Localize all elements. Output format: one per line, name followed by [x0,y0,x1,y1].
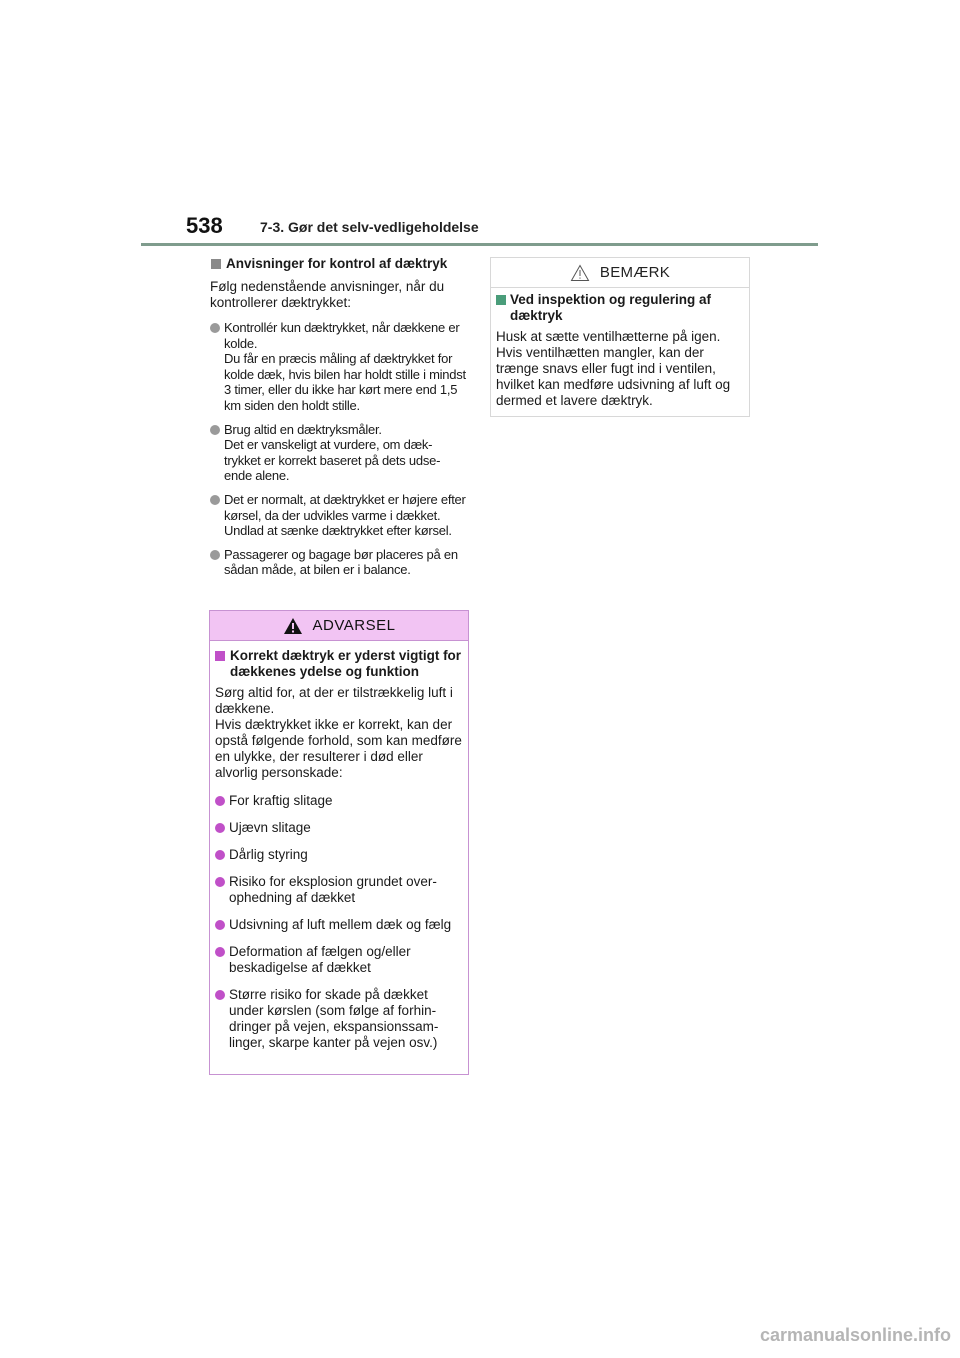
instructions-list [210,320,468,578]
page-number: 538 [186,213,223,238]
warning-intro: Sørg altid for, at der er tilstrækkelig luft i dækkene. Hvis dæktrykket ikke er korrekt, kan der opstå følgende forhold, som kan medføre en ulykke, der resulterer i død eller alvorlig personskade: [215,685,462,780]
square-bullet-icon [215,651,225,661]
list-item-text: For kraftig slitage [229,793,333,808]
list-item [215,793,463,809]
list-item-text: Dårlig styring [229,847,308,862]
list-item-text: Risiko for eksplosion grundet over-ophedning af dækket [229,874,437,905]
note-heading-text: Ved inspektion og regulering af dæktryk [510,292,712,323]
list-item [215,987,463,1051]
list-item [210,492,468,539]
tire-pressure-instructions [210,256,468,586]
list-item [215,917,463,933]
circle-bullet-icon [210,323,220,333]
warning-body [210,641,468,1051]
watermark: carmanualsonline.info [760,1325,952,1345]
note-box [490,257,750,417]
list-item-text: Deformation af fælgen og/eller beskadigelse af dækket [229,944,411,975]
instructions-heading-text: Anvisninger for kontrol af dæktryk [226,256,448,271]
section-title: 7-3. Gør det selv-vedligeholdelse [260,219,479,235]
warning-heading-text: Korrekt dæktryk er yderst vigtigt for dækkenes ydelse og funktion [230,648,462,679]
list-item [210,320,468,414]
list-item [215,874,463,906]
warning-heading [215,648,463,680]
list-item-text: Passagerer og bagage bør placeres på en sådan måde, at bilen er i balance. [224,546,458,578]
circle-bullet-icon [215,877,225,887]
circle-bullet-icon [215,823,225,833]
list-item [210,547,468,578]
warning-box [209,610,469,1075]
list-item [215,847,463,863]
instructions-heading [210,256,468,272]
circle-bullet-icon [215,920,225,930]
list-item [215,944,463,976]
square-bullet-icon [211,259,221,269]
note-heading [496,292,744,324]
list-item-text: Større risiko for skade på dækket under kørslen (som følge af forhin-dringer på vejen, ekspansionssam-linger, skarpe kanter på vejen osv.) [229,987,439,1050]
header-divider [141,243,818,246]
circle-bullet-icon [215,947,225,957]
square-bullet-icon [496,295,506,305]
caution-triangle-icon [570,264,590,282]
note-body [491,288,749,409]
note-title: BEMÆRK [599,264,671,281]
warning-header [210,611,468,641]
circle-bullet-icon [210,550,220,560]
note-text: Husk at sætte ventilhætterne på igen. Hvis ventilhætten mangler, kan der trænge snavs eller fugt ind i ventilen, hvilket kan medføre udsivning af luft og dermed et lavere dæktryk. [496,329,731,408]
list-item-text: Ujævn slitage [229,820,311,835]
list-item-text: Det er normalt, at dæktrykket er højere efter kørsel, da der udvikles varme i dækket. Undlad at sænke dæktrykket efter kørsel. [224,491,466,539]
circle-bullet-icon [215,990,225,1000]
list-item-text: Udsivning af luft mellem dæk og fælg [229,917,452,932]
circle-bullet-icon [210,495,220,505]
circle-bullet-icon [210,425,220,435]
circle-bullet-icon [215,850,225,860]
list-item [215,820,463,836]
warning-triangle-icon [283,617,303,635]
circle-bullet-icon [215,796,225,806]
list-item [210,422,468,484]
warning-list [215,793,463,1051]
list-item-text: Brug altid en dæktryksmåler. Det er vanskeligt at vurdere, om dæk-trykket er korrekt baseret på dets udse-ende alene. [224,421,441,484]
warning-title: ADVARSEL [312,617,396,634]
list-item-text: Kontrollér kun dæktrykket, når dækkene er kolde. Du får en præcis måling af dæktrykket for kolde dæk, hvis bilen har holdt stille i mindst 3 timer, eller du ikke har kørt mere end 1,5 km siden den holdt stille. [224,320,466,413]
note-header [491,258,749,288]
instructions-intro: Følg nedenstående anvisninger, når du kontrollerer dæktrykket: [210,279,445,310]
